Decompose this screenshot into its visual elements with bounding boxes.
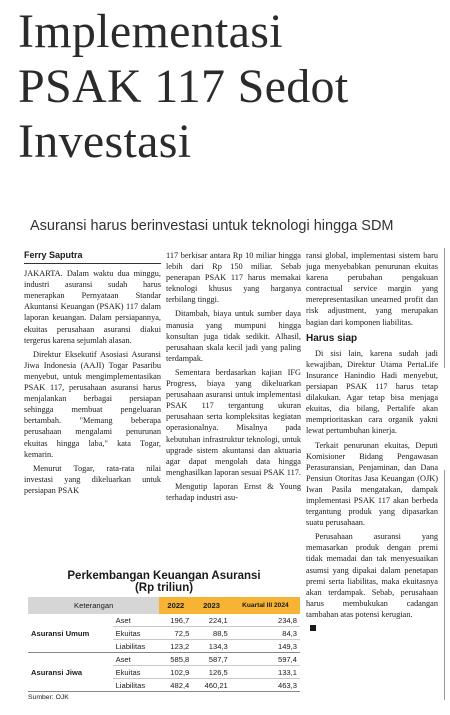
cell: 463,3 — [231, 679, 300, 692]
paragraph: Perusahaan asuransi yang memasarkan produk dengan premi tidak memadai dan tak menyesuaikan asumsi yang dipakai dalam penetapan premi serta liabilitas, maka ekuitasnya akan terdampak. Sebab, perusahaan harus membukukan cadangan tambahan atas potensi kerugian. — [306, 532, 438, 619]
paragraph: JAKARTA. Dalam waktu dua minggu, industri asuransi sudah harus menerapkan Pernyataan Standar Akuntansi Keuangan (PSAK) 117 dalam laporan keuangan. Dalam persiapannya, ekuitas perusahaan asuransi diakui tergerus karena sejumlah alasan. — [24, 269, 161, 345]
author-byline: Ferry Saputra — [24, 250, 161, 264]
column-rule — [444, 248, 450, 368]
cell: 84,3 — [231, 627, 300, 640]
group-label: Asuransi Umum — [28, 614, 113, 653]
cell: 460,21 — [192, 679, 230, 692]
table-source: Sumber: OJK — [28, 694, 69, 701]
table-title-line-1: Perkembangan Keuangan Asuransi — [67, 570, 261, 582]
section-title: Harus siap — [306, 332, 358, 344]
cell: 224,1 — [192, 614, 230, 627]
cell: 134,3 — [192, 640, 230, 653]
table-header — [28, 597, 300, 614]
paragraph: Menurut Togar, rata-rata nilai investasi yang dikeluarkan untuk persiapan PSAK — [24, 463, 161, 495]
paragraph: Direktur Eksekutif Asosiasi Asuransi Jiwa Indonesia (AAJI) Togar Pasaribu menyebut, untuk mengimplementasikan PSAK 117, perusahaan asuransi harus menjalankan berbagai persiapan sehingga membuat pengeluaran bertambah. "Memang beberapa perusahaan mengalami penurunan ekuitas hingga laba," kata Togar, kemarin. — [24, 349, 161, 459]
header-year-2: 2023 — [192, 597, 230, 614]
row-label: Liabilitas — [113, 679, 160, 692]
header-year-3: Kuartal III 2024 — [231, 597, 300, 614]
cell: 196,7 — [159, 614, 192, 627]
article-column-1 — [24, 250, 161, 568]
cell: 482,4 — [159, 679, 192, 692]
cell: 585,8 — [159, 653, 192, 666]
cell: 126,5 — [192, 666, 230, 679]
paragraph: 117 berkisar antara Rp 10 miliar hingga lebih dari Rp 150 miliar. Sebab penerapan PSAK 117 harus memakai teknologi khusus yang harganya terbilang tinggi. — [166, 251, 301, 305]
finance-table — [28, 570, 300, 701]
row-label: Aset — [113, 653, 160, 666]
header-year-1: 2022 — [159, 597, 192, 614]
article-column-3 — [306, 250, 438, 705]
group-label: Asuransi Jiwa — [28, 653, 113, 692]
paragraph: Ditambah, biaya untuk sumber daya manusia yang mumpuni hingga konsultan juga tidak sedikit. Alhasil, perusahaan skala kecil jadi yang paling terdampak. — [166, 309, 301, 363]
table-row — [28, 614, 300, 627]
cell: 123,2 — [159, 640, 192, 653]
end-mark-icon — [310, 625, 316, 631]
cell: 88,5 — [192, 627, 230, 640]
subtitle: Asuransi harus berinvestasi untuk teknologi hingga SDM — [30, 218, 394, 234]
row-label: Aset — [113, 614, 160, 627]
article-column-2 — [166, 250, 301, 568]
headline-line-3: Investasi — [18, 115, 192, 168]
cell: 102,9 — [159, 666, 192, 679]
headline-line-1: Implementasi — [18, 5, 283, 58]
row-label: Liabilitas — [113, 640, 160, 653]
table-title-line-2: (Rp triliun) — [134, 582, 194, 594]
data-table — [28, 597, 300, 692]
table-title — [28, 570, 300, 594]
cell: 149,3 — [231, 640, 300, 653]
row-label: Ekuitas — [113, 627, 160, 640]
cell: 234,8 — [231, 614, 300, 627]
paragraph: Sementara berdasarkan kajian IFG Progress, biaya yang dikeluarkan perusahaan asuransi untuk implementasi PSAK 117 tergantung ukuran perusahaan serta kompleksitas kegiatan operasionalnya. Misalnya pada kebutuhan infrastruktur teknologi, untuk upgrade sistem akuntansi dan aktuaria agar dapat mengolah data hingga menghasilkan laporan sesuai PSAK 117. — [166, 367, 301, 477]
table-row — [28, 653, 300, 666]
paragraph: ransi global, implementasi sistem baru juga menyebabkan penurunan ekuitas karena perubahan pengakuan contractual service margin yang merepresentasikan unearned profit dan risk adjustment, yang merupakan bagian dari komponen liabilitas. — [306, 251, 438, 327]
headline-line-2: PSAK 117 Sedot — [18, 60, 349, 113]
paragraph: Terkait penurunan ekuitas, Deputi Komisioner Bidang Pengawasan Perasuransian, Penjaminan, dan Dana Pensiun Otoritas Jasa Keuangan (OJK) Iwan Pasila mengatakan, dampak implementasi PSAK 117 akan berbeda tergantung produk yang dipasarkan suatu perusahaan. — [306, 440, 438, 528]
cell: 597,4 — [231, 653, 300, 666]
paragraph: Di sisi lain, karena sudah jadi kewajiban, Direktur Utama PertaLife Insurance Hanindio Hadi menyebut, persiapan PSAK 117 harus tetap dilakukan. Agar tetap bisa menjaga ekuitas, dia bilang, Pertalife akan memprioritaskan cara organik yakni lewat pertumbuhan kinerja. — [306, 348, 438, 436]
headline — [18, 4, 446, 169]
column-rule — [444, 470, 450, 700]
header-label: Keterangan — [28, 597, 159, 614]
row-label: Ekuitas — [113, 666, 160, 679]
cell: 587,7 — [192, 653, 230, 666]
cell: 133,1 — [231, 666, 300, 679]
paragraph: Mengutip laporan Ernst & Young terhadap industri asu- — [166, 481, 301, 502]
cell: 72,5 — [159, 627, 192, 640]
